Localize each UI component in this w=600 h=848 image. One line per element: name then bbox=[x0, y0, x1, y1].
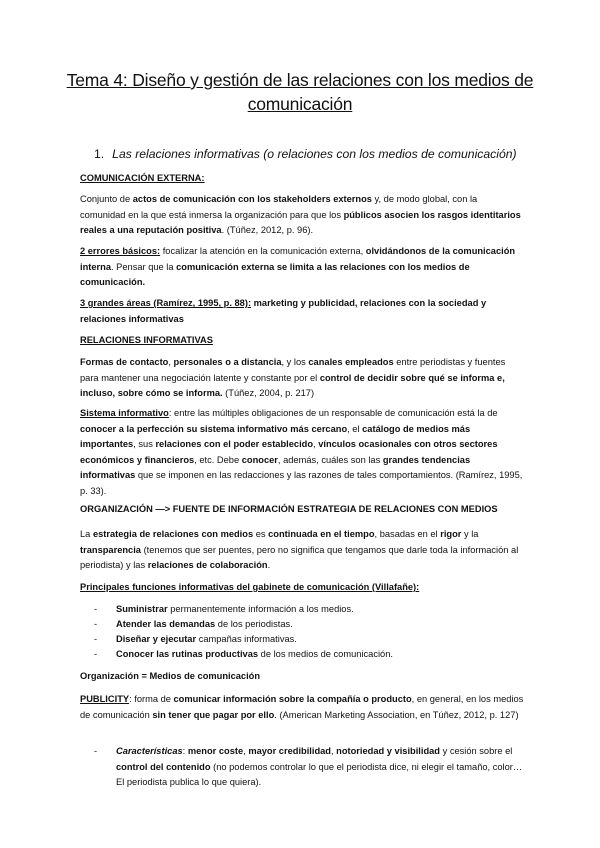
text-run: (no podemos controlar lo que el periodista dice, ni elegir el tamaño, color… El periodista publica lo que quiera). bbox=[116, 761, 523, 787]
list-item-text bbox=[116, 744, 524, 791]
bullet-dash: - bbox=[94, 604, 98, 614]
text-run: PUBLICITY bbox=[80, 694, 130, 704]
sistema-informativo-paragraph bbox=[80, 406, 525, 499]
list-item-text bbox=[116, 619, 293, 629]
grandes-areas-paragraph bbox=[80, 296, 525, 327]
text-run: Conocer las rutinas productivas bbox=[116, 649, 259, 659]
list-item bbox=[94, 632, 297, 648]
funciones-heading: Principales funciones informativas del gabinete de comunicación (Villafañe): bbox=[80, 582, 420, 592]
organizacion-heading: ORGANIZACIÓN —> FUENTE DE INFORMACIÓN ESTRATEGIA DE RELACIONES CON MEDIOS bbox=[80, 504, 498, 514]
text-run: notoriedad y visibilidad bbox=[336, 746, 440, 756]
text-run: permanentemente información a los medios. bbox=[167, 604, 354, 614]
text-run: . bbox=[267, 560, 271, 570]
text-run: personales o a distancia bbox=[173, 357, 282, 367]
text-run: , y los bbox=[281, 357, 309, 367]
text-run: conocer bbox=[241, 454, 278, 465]
text-run: , además, cuáles son las bbox=[277, 454, 383, 465]
relaciones-informativas-paragraph bbox=[80, 355, 525, 402]
section-title: Las relaciones informativas (o relaciones con los medios de comunicación) bbox=[112, 147, 517, 161]
section-heading bbox=[94, 147, 517, 161]
publicity-paragraph bbox=[80, 692, 525, 723]
text-run: , bbox=[168, 357, 174, 367]
list-item bbox=[94, 647, 393, 663]
list-item-text bbox=[116, 604, 354, 614]
text-run: , bbox=[313, 439, 319, 449]
text-run: es bbox=[253, 529, 269, 539]
text-run: , bbox=[330, 746, 337, 756]
text-run: y, de modo global, con la comunidad en la que está inmersa la organización para que los bbox=[80, 194, 478, 220]
text-run: Atender las demandas bbox=[116, 619, 216, 629]
bullet-dash: - bbox=[94, 619, 98, 629]
errores-basicos-paragraph bbox=[80, 244, 525, 291]
bullet-dash: - bbox=[94, 649, 98, 659]
text-run: Suministrar bbox=[116, 604, 168, 614]
text-run: y cesión sobre el bbox=[440, 746, 513, 756]
text-run: de los periodistas. bbox=[215, 619, 293, 629]
text-run: (Túñez, 2004, p. 217) bbox=[222, 388, 315, 398]
text-run: transparencia bbox=[80, 544, 141, 555]
text-run: continuada en el tiempo bbox=[268, 529, 375, 539]
text-run: La bbox=[80, 529, 93, 539]
text-run: . Pensar que la bbox=[111, 261, 177, 272]
text-run: , en general, en los medios de comunicación bbox=[80, 694, 524, 720]
text-run: olvidándonos de la comunicación interna bbox=[80, 246, 516, 272]
text-run: Características bbox=[116, 746, 183, 756]
text-run: grandes tendencias informativas bbox=[80, 454, 471, 480]
text-run: : forma de bbox=[129, 694, 174, 704]
text-run: actos de comunicación con los stakeholders externos bbox=[132, 194, 372, 204]
text-run: rigor bbox=[440, 529, 462, 539]
text-run: , etc. Debe bbox=[194, 454, 242, 465]
text-run: campañas informativas. bbox=[196, 634, 297, 644]
text-run: . (American Marketing Association, en Túñez, 2012, p. 127) bbox=[274, 709, 519, 720]
list-item-text bbox=[116, 649, 393, 659]
text-run: comunicación externa se limita a las relaciones con los medios de comunicación. bbox=[80, 261, 470, 287]
estrategia-paragraph bbox=[80, 527, 525, 574]
text-run: marketing y publicidad, relaciones con la sociedad y relaciones informativas bbox=[80, 298, 487, 324]
text-run: (tenemos que ser puentes, pero no significa que tengamos que darle toda la información al periodista) y las bbox=[80, 544, 519, 570]
text-run: , el bbox=[347, 423, 363, 434]
text-run: estrategia de relaciones con medios bbox=[92, 529, 254, 539]
text-run: que se imponen en las redacciones y las razones de tales comportamientos. (Ramírez, 1995, p. 33). bbox=[80, 470, 523, 496]
relaciones-informativas-heading: RELACIONES INFORMATIVAS bbox=[80, 335, 213, 345]
text-run: focalizar la atención en la comunicación externa, bbox=[160, 246, 366, 256]
text-run: : entre las múltiples obligaciones de un responsable de comunicación está la de bbox=[168, 408, 498, 418]
list-item-text bbox=[116, 634, 297, 644]
list-item bbox=[94, 617, 293, 633]
text-run: catálogo de medios más importantes bbox=[80, 423, 471, 449]
text-run: y la bbox=[461, 529, 479, 539]
section-number: 1. bbox=[94, 147, 105, 161]
text-run: entre periodistas y fuentes para mantener una negociación latente y constante por el bbox=[80, 357, 506, 383]
text-run: mayor credibilidad bbox=[248, 746, 331, 756]
text-run: comunicar información sobre la compañía o producto bbox=[173, 694, 412, 704]
text-run: Diseñar y ejecutar bbox=[116, 634, 197, 644]
bullet-dash: - bbox=[94, 634, 98, 644]
list-item bbox=[94, 602, 354, 618]
text-run: control del contenido bbox=[116, 761, 211, 772]
text-run: de los medios de comunicación. bbox=[258, 649, 393, 659]
text-run: Sistema informativo bbox=[80, 408, 169, 418]
bullet-dash: - bbox=[94, 746, 98, 756]
text-run: relaciones con el poder establecido bbox=[155, 439, 314, 449]
text-run: públicos asocien los rasgos identitarios reales a una reputación positiva bbox=[80, 209, 521, 235]
text-run: relaciones de colaboración bbox=[147, 560, 268, 570]
text-run: 2 errores básicos: bbox=[80, 246, 161, 256]
text-run: , bbox=[243, 746, 249, 756]
text-run: , basadas en el bbox=[374, 529, 441, 539]
text-run: sin tener que pagar por ello bbox=[152, 709, 275, 720]
text-run: , sus bbox=[133, 439, 156, 449]
text-run: Formas de contacto bbox=[80, 357, 169, 367]
text-run: canales empleados bbox=[308, 357, 394, 367]
comunicacion-externa-heading: COMUNICACIÓN EXTERNA: bbox=[80, 173, 205, 183]
text-run: menor coste bbox=[187, 746, 244, 756]
text-run: conocer a la perfección su sistema informativo más cercano bbox=[80, 423, 348, 434]
text-run: : bbox=[182, 746, 188, 756]
text-run: vínculos ocasionales con otros sectores económicos y financieros bbox=[80, 439, 498, 465]
text-run: control de decidir sobre qué se informa e, incluso, sobre cómo se informa. bbox=[80, 372, 505, 398]
text-run: . (Túñez, 2012, p. 96). bbox=[221, 225, 314, 235]
text-run: 3 grandes áreas (Ramírez, 1995, p. 88): bbox=[80, 298, 252, 308]
list-item bbox=[94, 744, 524, 791]
text-run: Conjunto de bbox=[80, 194, 133, 204]
comunicacion-externa-paragraph bbox=[80, 192, 525, 239]
page-title: Tema 4: Diseño y gestión de las relaciones con los medios de comunicación bbox=[66, 70, 534, 114]
organizacion-medios-line: Organización = Medios de comunicación bbox=[80, 671, 261, 681]
